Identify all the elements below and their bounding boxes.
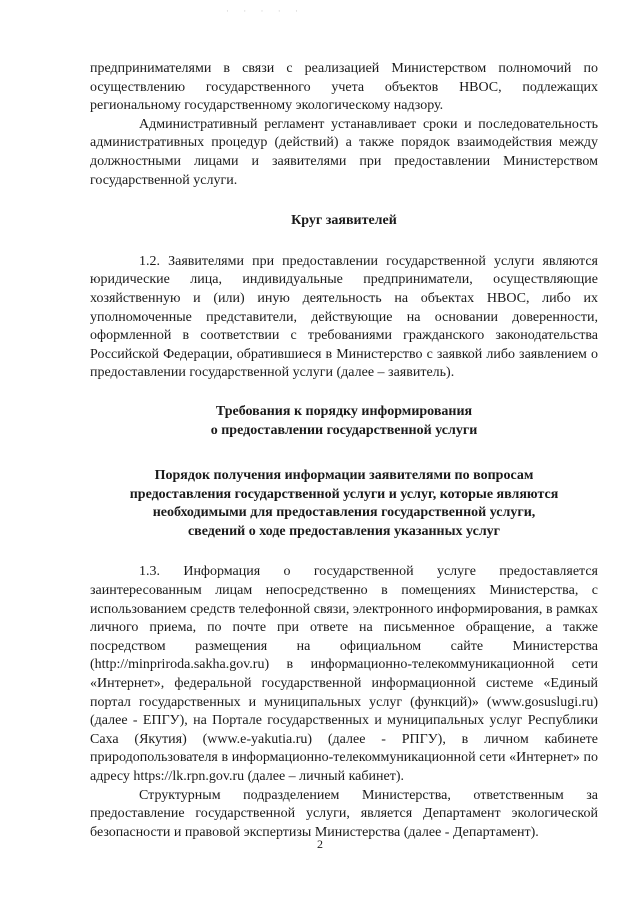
heading-line: сведений о ходе предоставления указанных услуг	[187, 523, 501, 539]
paragraph-1-2: 1.2. Заявителями при предоставлении государственной услуги являются юридические лица, индивидуальные предприниматели, осуществляющие хозяйственную и (или) иную деятельность на объектах НВОС, либо их уполномоченные представители, действующие на основании доверенности, оформленной в соответствии с требованиями гражданского законодательства Российской Федерации, обратившиеся в Министерство с заявкой либо заявлением о предоставлении государственной услуги (далее – заявитель).	[90, 253, 598, 381]
heading-line: Порядок получения информации заявителями по вопросам	[154, 468, 534, 484]
section-heading-applicants: Круг заявителей	[291, 213, 397, 229]
document-body	[90, 60, 598, 842]
heading-line: необходимыми для предоставления государственной услуги,	[152, 505, 536, 521]
paragraph-1-3: 1.3. Информация о государственной услуге предоставляется заинтересованным лицам непосредственно в помещениях Министерства, с использованием средств телефонной связи, электронного информирования, в рамках личного приема, по почте при ответе на письменное обращение, а также посредством размещения на официальном сайте Министерства (http://minpriroda.sakha.gov.ru) в информационно-телекоммуникационной сети «Интернет», федеральной государственной информационной системе «Единый портал государственных и муниципальных услуг (функций)» (www.gosuslugi.ru) (далее - ЕПГУ), на Портале государственных и муниципальных услуг Республики Саха (Якутия) (www.e-yakutia.ru) (далее - РПГУ), в личном кабинете природопользователя в информационно-телекоммуникационной сети «Интернет» по адресу https://lk.rpn.gov.ru (далее – личный кабинет).	[90, 564, 598, 784]
heading-line: предоставления государственной услуги и услуг, которые являются	[129, 486, 559, 502]
heading-line: о предоставлении государственной услуги	[210, 422, 478, 438]
section-heading-procedure	[90, 467, 598, 541]
scan-artifact: · · · · ·	[226, 6, 304, 16]
heading-line: Требования к порядку информирования	[215, 403, 473, 419]
regulation-paragraph: Административный регламент устанавливает сроки и последовательность административных процедур (действий) а также порядок взаимодействия между должностными лицами и заявителями при предоставлении Министерством государственной услуги.	[90, 116, 598, 188]
section-heading-requirements	[90, 403, 598, 440]
page-number: 2	[317, 837, 323, 851]
intro-paragraph: предпринимателями в связи с реализацией Министерством полномочий по осуществлению государственного учета объектов НВОС, подлежащих региональному государственному экологическому надзору.	[90, 61, 598, 114]
structural-unit-paragraph: Структурным подразделением Министерства, ответственным за предоставление государственной услуги, является Департамент экологической безопасности и правовой экспертизы Министерства (далее - Департамент).	[90, 787, 598, 840]
